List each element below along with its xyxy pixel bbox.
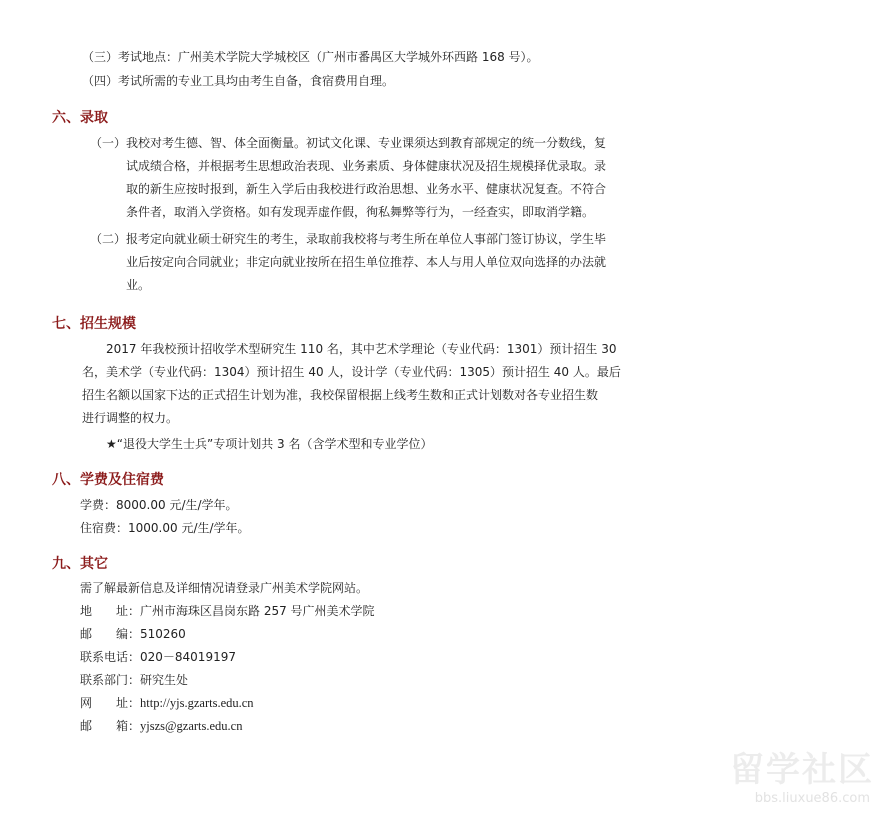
veteran-quota-note: ★“退役大学生士兵”专项计划共 3 名（含学术型和专业学位） — [106, 437, 433, 451]
watermark-logo: 留学社区 — [730, 750, 874, 790]
email-label: 邮 箱： — [80, 719, 141, 733]
admission-p1-line-2: 试成绩合格，并根据考生思想政治表现、业务素质、身体健康状况及招生规模择优录取。录 — [126, 159, 607, 173]
website-label: 网 址： — [80, 696, 141, 710]
info-intro: 需了解最新信息及详细情况请登录广州美术学院网站。 — [80, 581, 369, 595]
scale-line-1: 2017 年我校预计招收学术型研究生 110 名，其中艺术学理论（专业代码：1301）预计招生 30 — [106, 342, 617, 356]
other-heading: 九、其它 — [52, 556, 108, 572]
admission-p1-line-1: （一）我校对考生德、智、体全面衡量。初试文化课、专业课须达到教育部规定的统一分数线，复 — [90, 136, 607, 150]
contact-email-row — [80, 715, 242, 738]
fees-heading: 八、学费及住宿费 — [52, 472, 164, 488]
contact-postcode: 邮 编：510260 — [80, 627, 186, 641]
exam-location: （三）考试地点：广州美术学院大学城校区（广州市番禺区大学城外环西路 168 号）。 — [82, 50, 539, 64]
admission-p1-line-4: 条件者，取消入学资格。如有发现弄虚作假，徇私舞弊等行为，一经查实，即取消学籍。 — [126, 205, 595, 219]
contact-phone: 联系电话：020－84019197 — [80, 650, 236, 664]
admission-paragraph-2 — [90, 228, 606, 297]
admission-p2-line-3: 业。 — [126, 278, 151, 292]
watermark-url: bbs.liuxue86.com — [754, 791, 870, 806]
scale-line-4: 进行调整的权力。 — [82, 411, 179, 425]
lodging-fee: 住宿费：1000.00 元/生/学年。 — [80, 521, 250, 535]
watermark — [716, 748, 880, 814]
exam-tools: （四）考试所需的专业工具均由考生自备，食宿费用自理。 — [82, 74, 395, 88]
admission-p2-line-2: 业后按定向合同就业；非定向就业按所在招生单位推荐、本人与用人单位双向选择的办法就 — [126, 255, 607, 269]
scale-line-2: 名，美术学（专业代码：1304）预计招生 40 人，设计学（专业代码：1305）预计招生 40 人。最后 — [82, 365, 621, 379]
scale-line-3: 招生名额以国家下达的正式招生计划为准，我校保留根据上线考生数和正式计划数对各专业招生数 — [82, 388, 599, 402]
admission-p1-line-3: 取的新生应按时报到，新生入学后由我校进行政治思想、业务水平、健康状况复查。不符合 — [126, 182, 607, 196]
contact-website-row — [80, 692, 254, 715]
admission-paragraph-1 — [90, 132, 606, 224]
website-link[interactable]: http://yjs.gzarts.edu.cn — [140, 696, 254, 710]
scale-heading: 七、招生规模 — [52, 316, 136, 332]
tuition-fee: 学费：8000.00 元/生/学年。 — [80, 498, 238, 512]
scale-paragraph — [82, 338, 621, 430]
contact-department: 联系部门：研究生处 — [80, 673, 189, 687]
contact-address: 地 址：广州市海珠区昌岗东路 257 号广州美术学院 — [80, 604, 375, 618]
admission-p2-line-1: （二）报考定向就业硕士研究生的考生，录取前我校将与考生所在单位人事部门签订协议，学生毕 — [90, 232, 607, 246]
admission-heading: 六、录取 — [52, 110, 108, 126]
email-link[interactable]: yjszs@gzarts.edu.cn — [140, 719, 243, 733]
